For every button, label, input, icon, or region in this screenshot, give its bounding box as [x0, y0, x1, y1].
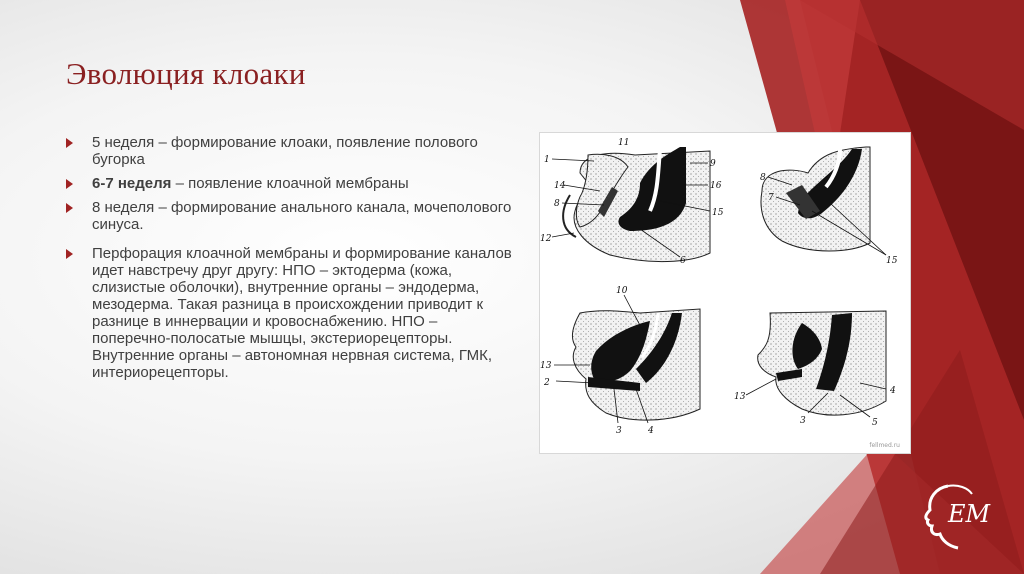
- profile-logo-icon: [918, 482, 994, 552]
- label-14: 14: [554, 181, 566, 191]
- bullet-item: [66, 199, 514, 233]
- label-13-a: 13: [540, 361, 552, 371]
- diagram-panel-c: [573, 309, 700, 420]
- bullet-list: [66, 134, 514, 388]
- label-11: 11: [618, 138, 630, 148]
- bullet-item: [66, 134, 514, 168]
- bullet-text: – появление клоачной мембраны: [171, 175, 409, 192]
- label-1: 1: [544, 155, 550, 165]
- label-13-b: 13: [734, 392, 746, 402]
- bullet-arrow-icon: [66, 138, 73, 148]
- bullet-item: [66, 245, 514, 381]
- bullet-text: Перфорация клоачной мембраны и формирование каналов идет навстречу друг другу: НПО – эктодерма (кожа, слизистые оболочки), внутренние органы – эндодерма, мезодерма. Такая разница в происхождении приводит к разнице в иннервации и кровоснабжению. НПО – поперечно-полосатые мышцы, экстериорецепторы. Внутренние органы – автономная нервная система, ГМК, интериорецепторы.: [92, 245, 512, 381]
- bullet-bold-text: 6-7 неделя: [92, 175, 172, 192]
- label-4-b: 4: [890, 386, 896, 396]
- label-7: 7: [768, 193, 774, 203]
- label-5: 5: [872, 418, 878, 428]
- label-9: 9: [710, 159, 716, 169]
- bullet-arrow-icon: [66, 203, 73, 213]
- label-4-a: 4: [648, 426, 654, 436]
- figure-watermark: fellmed.ru: [869, 442, 900, 449]
- label-12: 12: [540, 234, 552, 244]
- label-10: 10: [616, 286, 628, 296]
- slide-title: Эволюция клоаки: [66, 56, 306, 91]
- label-15-b: 15: [886, 256, 898, 266]
- label-3-b: 3: [800, 416, 806, 426]
- bullet-text: 8 неделя – формирование анального канала, мочеполового синуса.: [92, 199, 512, 233]
- cloaca-diagram: [540, 133, 910, 453]
- bullet-arrow-icon: [66, 179, 73, 189]
- label-2: 2: [544, 378, 550, 388]
- cloaca-evolution-figure: [539, 132, 911, 454]
- logo-text: ЕМ: [948, 500, 991, 528]
- label-15-a: 15: [712, 208, 724, 218]
- label-8-a: 8: [554, 199, 560, 209]
- label-6: 6: [680, 256, 686, 266]
- bullet-text: 5 неделя – формирование клоаки, появление полового бугорка: [92, 134, 478, 168]
- label-8-b: 8: [760, 173, 766, 183]
- bullet-arrow-icon: [66, 249, 73, 259]
- label-16: 16: [710, 181, 722, 191]
- bullet-item: [66, 175, 514, 192]
- label-3-a: 3: [616, 426, 622, 436]
